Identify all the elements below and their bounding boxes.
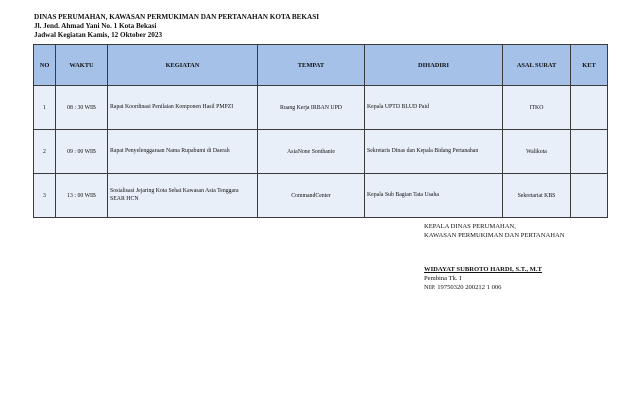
signatory-rank: Pembina Tk. I <box>424 275 462 282</box>
signatory-title-line2: KAWASAN PERMUKIMAN DAN PERTANAHAN <box>424 232 565 239</box>
cell-dihadiri: Kepala UPTD BLUD Paid <box>365 86 503 130</box>
cell-no: 2 <box>34 130 56 174</box>
table-row <box>34 130 608 174</box>
column-header-kegiatan: KEGIATAN <box>108 45 258 86</box>
column-header-waktu: WAKTU <box>56 45 108 86</box>
cell-tempat: AsiaNone Sonthanie <box>258 130 365 174</box>
cell-kegiatan: Rapat Penyelenggaraan Nama Rupabumi di Daerah <box>108 130 258 174</box>
column-header-asal-surat: ASAL SURAT <box>503 45 571 86</box>
signatory-name: WIDAYAT SUBROTO HARDI, S.T., M.T <box>424 266 542 273</box>
cell-ket <box>571 130 608 174</box>
cell-kegiatan: Sosialisasi Jejaring Kota Sehat Kawasan Asia Tenggara SEAR HCN <box>108 174 258 218</box>
schedule-table <box>33 44 608 218</box>
cell-ket <box>571 174 608 218</box>
cell-asal-surat: ITKO <box>503 86 571 130</box>
table-row <box>34 174 608 218</box>
table-header-row <box>34 45 608 86</box>
column-header-dihadiri: DIHADIRI <box>365 45 503 86</box>
signature-space <box>424 240 565 265</box>
cell-waktu: 09 : 00 WIB <box>56 130 108 174</box>
table-row <box>34 86 608 130</box>
cell-waktu: 13 : 00 WIB <box>56 174 108 218</box>
agency-name: DINAS PERUMAHAN, KAWASAN PERMUKIMAN DAN PERTANAHAN KOTA BEKASI <box>34 13 319 21</box>
signatory-title-line1: KEPALA DINAS PERUMAHAN, <box>424 223 516 230</box>
signature-block <box>424 222 565 292</box>
cell-kegiatan: Rapat Koordinasi Penilaian Komponen Hasil PMPZI <box>108 86 258 130</box>
cell-asal-surat: Sekretariat KBS <box>503 174 571 218</box>
signatory-nip: NIP. 19750320 200212 1 006 <box>424 284 502 291</box>
cell-asal-surat: Walikota <box>503 130 571 174</box>
cell-tempat: Ruang Kerja IRBAN UPD <box>258 86 365 130</box>
cell-dihadiri: Kepala Sub Bagian Tata Usaha <box>365 174 503 218</box>
column-header-no: NO <box>34 45 56 86</box>
cell-tempat: CommandCenter <box>258 174 365 218</box>
document-header <box>34 13 319 40</box>
cell-ket <box>571 86 608 130</box>
cell-dihadiri: Sekretaris Dinas dan Kepala Bidang Pertanahan <box>365 130 503 174</box>
column-header-ket: KET <box>571 45 608 86</box>
schedule-title: Jadwal Kegiatan Kamis, 12 Oktober 2023 <box>34 31 163 39</box>
cell-no: 3 <box>34 174 56 218</box>
column-header-tempat: TEMPAT <box>258 45 365 86</box>
agency-address: Jl. Jend. Ahmad Yani No. 1 Kota Bekasi <box>34 22 157 30</box>
cell-waktu: 08 : 30 WIB <box>56 86 108 130</box>
cell-no: 1 <box>34 86 56 130</box>
